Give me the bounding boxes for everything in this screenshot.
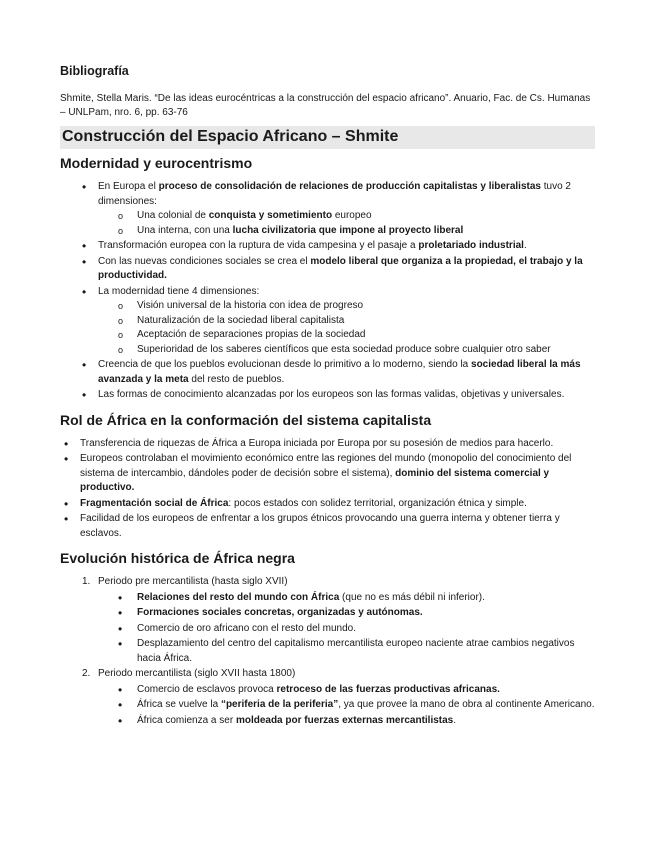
sub-list-item: o Una interna, con una lucha civilizatoria que impone al proyecto liberal [60, 224, 595, 239]
list-item: • Transferencia de riquezas de África a Europa iniciada por Europa por su posesión de medios para hacerlo. [60, 437, 595, 452]
bullet-icon [64, 452, 68, 469]
bibliography-citation: Shmite, Stella Maris. “De las ideas eurocéntricas a la construcción del espacio africano”. Anuario, Fac. de Cs. Humanas – UNLPam, nro. 6, pp. 63-76 [60, 93, 591, 118]
bullet-icon [118, 714, 122, 731]
main-title: Construcción del Espacio Africano – Shmite [60, 126, 595, 149]
section-heading-rol-africa: Rol de África en la conformación del sistema capitalista [60, 411, 432, 428]
bullet-icon [64, 512, 68, 529]
bullet-icon [118, 683, 122, 700]
sub-list-item: o Una colonial de conquista y sometimiento europeo [60, 209, 595, 224]
sub-list-item: o Superioridad de los saberes científicos que esta sociedad produce sobre cualquier otro saber [60, 343, 595, 358]
section-heading-evolucion: Evolución histórica de África negra [60, 550, 295, 566]
circle-bullet-icon: o [118, 225, 124, 236]
list-item: • Creencia de que los pueblos evolucionan desde lo primitivo a lo moderno, siendo la sociedad liberal la más avanzada y la meta del resto de pueblos. [60, 358, 595, 387]
circle-bullet-icon: o [118, 330, 124, 340]
bullet-icon [82, 239, 86, 256]
sub-list-item: • Formaciones sociales concretas, organizadas y autónomas. [60, 606, 595, 621]
sub-list-item: o Visión universal de la historia con idea de progreso [60, 299, 595, 314]
circle-bullet-icon: o [118, 315, 124, 326]
sub-list-item: o Aceptación de separaciones propias de la sociedad [60, 328, 595, 343]
bullet-icon [82, 388, 86, 405]
circle-bullet-icon: o [118, 211, 124, 221]
bullet-icon [118, 637, 122, 654]
sub-list-item: • Comercio de oro africano con el resto del mundo. [60, 622, 595, 637]
bullet-icon [64, 437, 68, 454]
list-item: • La modernidad tiene 4 dimensiones: [60, 285, 595, 300]
circle-bullet-icon: o [118, 301, 124, 311]
section-heading-modernidad: Modernidad y eurocentrismo [60, 155, 253, 171]
list-number: 2. [82, 668, 91, 679]
sub-list-item: • Desplazamiento del centro del capitalismo mercantilista europeo naciente atrae cambios negativos hacia África. [60, 637, 595, 666]
evolucion-list [60, 575, 595, 728]
sub-list-item: • Comercio de esclavos provoca retroceso de las fuerzas productivas africanas. [60, 683, 595, 698]
bullet-icon [118, 698, 122, 715]
modernidad-list [60, 180, 595, 403]
bibliography-heading: Bibliografía [60, 64, 129, 78]
sub-list-item: o Naturalización de la sociedad liberal capitalista [60, 314, 595, 329]
bullet-icon [118, 622, 122, 639]
list-item: • Fragmentación social de África: pocos estados con solidez territorial, organización étnica y simple. [60, 497, 595, 512]
bullet-icon [82, 180, 86, 197]
list-item: • Facilidad de los europeos de enfrentar a los grupos étnicos provocando una guerra interna y obtener tierra y esclavos. [60, 512, 595, 541]
numbered-item: 2. Periodo mercantilista (siglo XVII hasta 1800) [60, 667, 595, 682]
sub-list-item: • Relaciones del resto del mundo con África (que no es más débil ni inferior). [60, 591, 595, 606]
bullet-icon [82, 358, 86, 375]
bullet-icon [118, 606, 122, 623]
sub-list-item: • África comienza a ser moldeada por fuerzas externas mercantilistas. [60, 714, 595, 729]
bullet-icon [82, 255, 86, 272]
numbered-item: 1. Periodo pre mercantilista (hasta siglo XVII) [60, 575, 595, 590]
rol-africa-list [60, 437, 595, 542]
sub-list-item: • África se vuelve la “periferia de la periferia”, ya que provee la mano de obra al continente Americano. [60, 698, 595, 713]
list-number: 1. [82, 576, 91, 587]
list-item: • Con las nuevas condiciones sociales se crea el modelo liberal que organiza a la propiedad, el trabajo y la productividad. [60, 255, 595, 284]
list-item: • Las formas de conocimiento alcanzadas por los europeos son las formas validas, objetivas y universales. [60, 388, 595, 403]
list-item: • Transformación europea con la ruptura de vida campesina y el pasaje a proletariado industrial. [60, 239, 595, 254]
circle-bullet-icon: o [118, 344, 124, 355]
list-item: • Europeos controlaban el movimiento económico entre las regiones del mundo (monopolio del conocimiento del sistema de intercambio, dándoles poder de decisión sobre el sistema), dominio del sistema comercial y productivo. [60, 452, 595, 496]
bullet-icon [118, 591, 122, 608]
bullet-icon [64, 497, 68, 514]
list-item: • En Europa el proceso de consolidación de relaciones de producción capitalistas y liberalistas tuvo 2 dimensiones: [60, 180, 595, 209]
